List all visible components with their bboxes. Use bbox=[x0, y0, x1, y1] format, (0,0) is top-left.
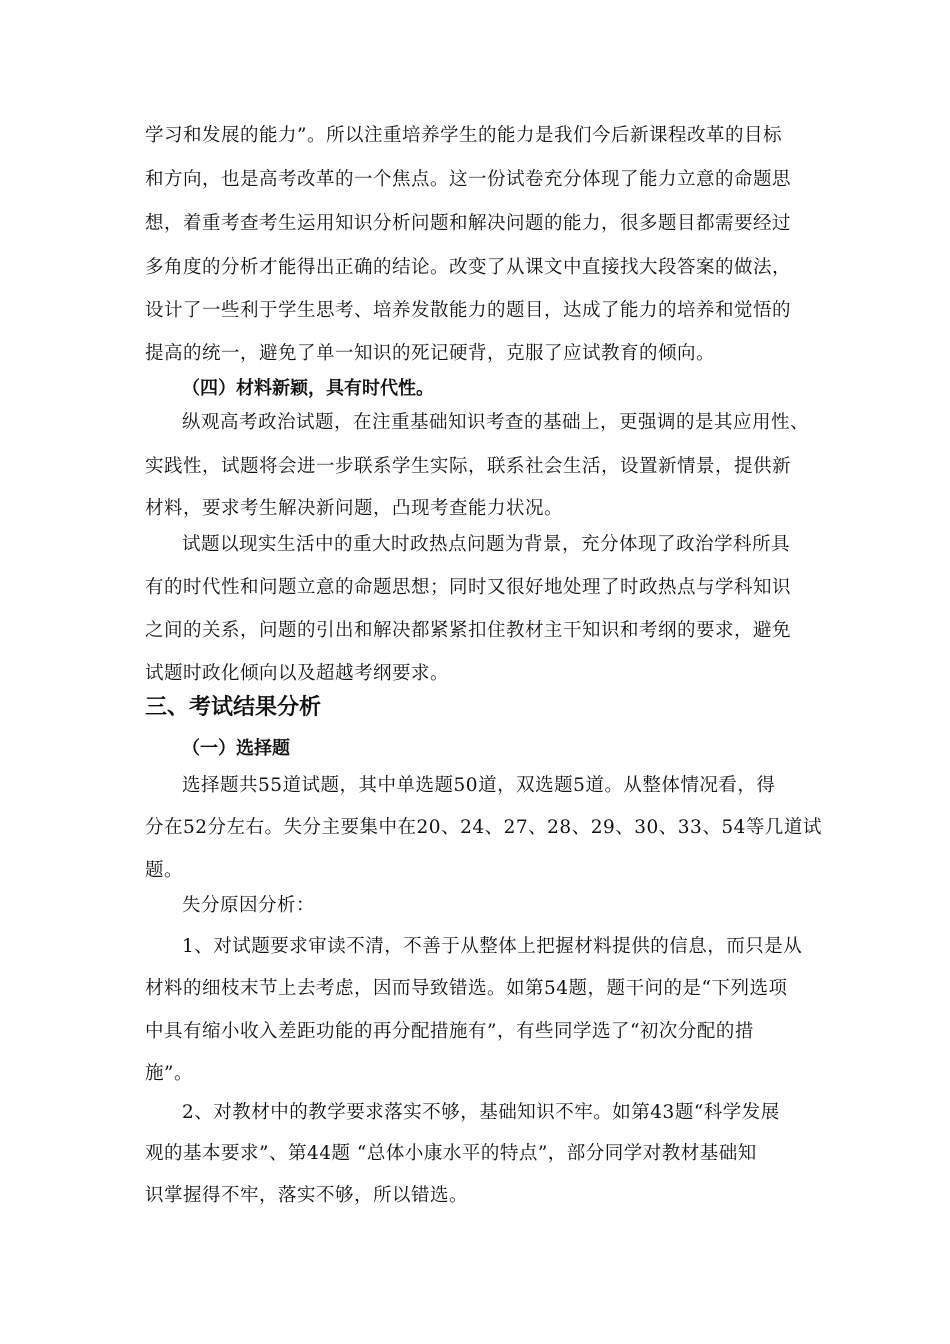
paragraph-line: 设计了一些利于学生思考、培养发散能力的题目，达成了能力的培养和觉悟的 bbox=[145, 300, 792, 321]
section-four-heading: （四）材料新颖，具有时代性。 bbox=[182, 378, 434, 399]
paragraph-line: 1、对试题要求审读不清，不善于从整体上把握材料提供的信息，而只是从 bbox=[182, 936, 803, 957]
paragraph-line: 多角度的分析才能得出正确的结论。改变了从课文中直接找大段答案的做法， bbox=[145, 257, 792, 278]
paragraph-line: 有的时代性和问题立意的命题思想；同时又很好地处理了时政热点与学科知识 bbox=[145, 577, 792, 598]
paragraph-line: 2、对教材中的教学要求落实不够，基础知识不牢。如第43题“科学发展 bbox=[182, 1102, 780, 1123]
paragraph-line: 材料，要求考生解决新问题，凸现考查能力状况。 bbox=[145, 498, 564, 519]
paragraph-line: 纵观高考政治试题，在注重基础知识考查的基础上，更强调的是其应用性、 bbox=[182, 412, 810, 433]
paragraph-line: 之间的关系，问题的引出和解决都紧紧扣住教材主干知识和考纲的要求，避免 bbox=[145, 620, 792, 641]
paragraph-line: 材料的细枝末节上去考虑，因而导致错选。如第54题，题干问的是“下列选项 bbox=[145, 978, 788, 999]
paragraph-line: 试题以现实生活中的重大时政热点问题为背景，充分体现了政治学科所具 bbox=[182, 534, 791, 555]
paragraph-line: 观的基本要求”、第44题 “总体小康水平的特点”，部分同学对教材基础知 bbox=[145, 1143, 757, 1164]
paragraph-line: 中具有缩小收入差距功能的再分配措施有”，有些同学选了“初次分配的措 bbox=[145, 1021, 754, 1042]
paragraph-line: 和方向，也是高考改革的一个焦点。这一份试卷充分体现了能力立意的命题思 bbox=[145, 169, 792, 190]
paragraph-line: 选择题共55道试题，其中单选题50道，双选题5道。从整体情况看，得 bbox=[182, 775, 776, 796]
paragraph-line: 学习和发展的能力”。所以注重培养学生的能力是我们今后新课程改革的目标 bbox=[145, 125, 782, 146]
subsection-heading: （一）选择题 bbox=[182, 738, 290, 759]
section-three-heading: 三、考试结果分析 bbox=[145, 695, 322, 720]
paragraph-line: 识掌握得不牢，落实不够，所以错选。 bbox=[145, 1185, 469, 1206]
paragraph-line: 题。 bbox=[145, 860, 184, 881]
paragraph-line: 想，着重考查考生运用知识分析问题和解决问题的能力，很多题目都需要经过 bbox=[145, 213, 792, 234]
paragraph-line: 失分原因分析： bbox=[182, 895, 316, 916]
paragraph-line: 分在52分左右。失分主要集中在20、24、27、28、29、30、33、54等几道试 bbox=[145, 817, 822, 838]
paragraph-line: 试题时政化倾向以及超越考纲要求。 bbox=[145, 663, 450, 684]
paragraph-line: 实践性，试题将会进一步联系学生实际，联系社会生活，设置新情景，提供新 bbox=[145, 456, 792, 477]
paragraph-line: 施”。 bbox=[145, 1063, 193, 1084]
paragraph-line: 提高的统一，避免了单一知识的死记硬背，克服了应试教育的倾向。 bbox=[145, 343, 716, 364]
